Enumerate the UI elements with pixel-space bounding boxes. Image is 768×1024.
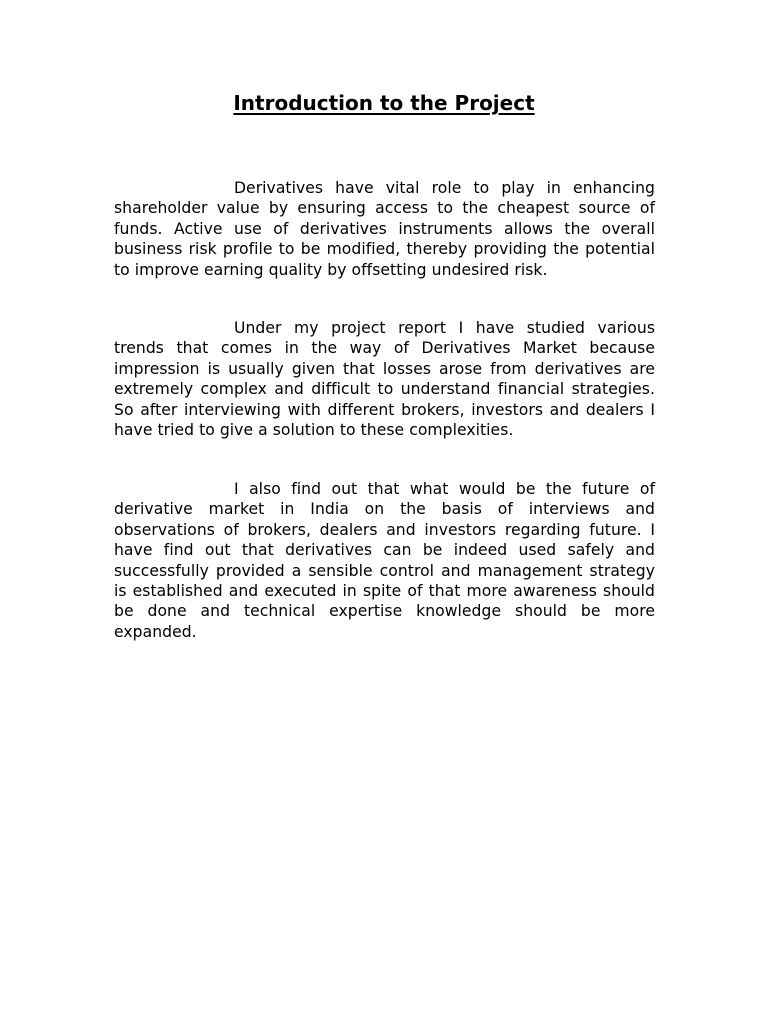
paragraph-derivatives-role: Derivatives have vital role to play in enhancing shareholder value by ensuring access to the cheapest source of funds. Active use of derivatives instruments allows the overall business risk profile to be modified, thereby providing the potential to improve earning quality by offsetting undesired risk. [114,179,655,279]
page-title: Introduction to the Project [233,91,535,115]
paragraph-project-report: Under my project report I have studied various trends that comes in the way of Derivatives Market because impression is usually given that losses arose from derivatives are extremely complex and difficult to understand financial strategies. So after interviewing with different brokers, investors and dealers I have tried to give a solution to these complexities. [114,319,655,440]
paragraph-future-market: I also find out that what would be the future of derivative market in India on the basis of interviews and observations of brokers, dealers and investors regarding future. I have find out that derivatives can be indeed used safely and successfully provided a sensible control and management strategy is established and executed in spite of that more awareness should be done and technical expertise knowledge should be more expanded. [114,480,655,641]
